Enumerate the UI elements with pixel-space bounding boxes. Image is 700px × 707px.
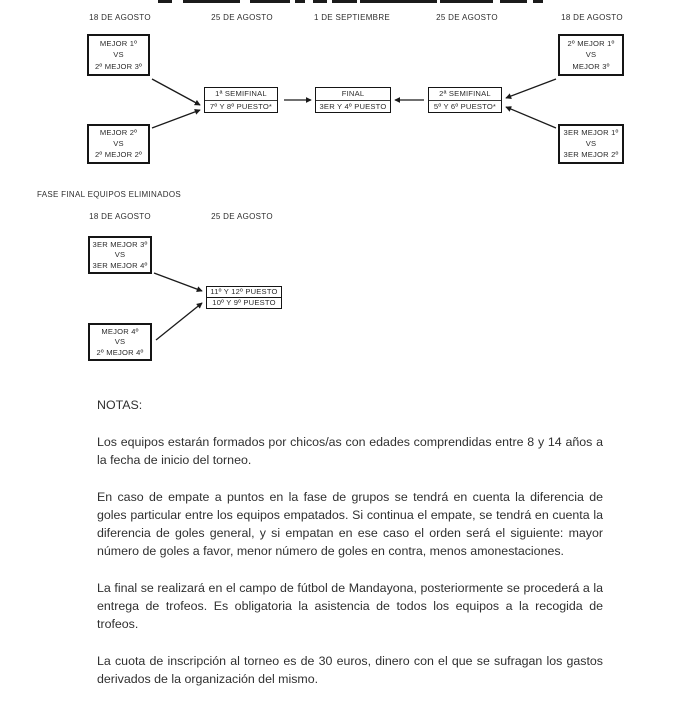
team-name: 2º MEJOR 1º <box>567 38 615 48</box>
vs-label: VS <box>585 50 597 60</box>
placement-box-11-12: 11º Y 12º PUESTO <box>206 286 282 298</box>
note-paragraph-tiebreak: En caso de empate a puntos en la fase de grupos se tendrá en cuenta la diferencia de goles particular entre los equipos empatados. Si continua el empate, se tendrá en cuenta la diferencia de goles general, y si empatan en ese caso el orden será el siguiente: mayor número de goles a favor, menor número de goles en contra, menos amonestaciones. <box>97 490 603 558</box>
match-box-right-top <box>558 34 624 76</box>
note-paragraph-final-venue: La final se realizará en el campo de fútbol de Mandayona, posteriormente se procederá a la entrega de trofeos. Es obligatoria la asistencia de todos los equipos a la recogida de trofeos. <box>97 581 603 631</box>
match-box-eliminated-top <box>88 236 152 274</box>
team-name: 3ER MEJOR 2º <box>563 150 619 160</box>
team-name: MEJOR 1º <box>99 38 138 48</box>
team-name: MEJOR 3º <box>572 61 610 71</box>
date-label: 18 DE AGOSTO <box>561 13 623 22</box>
date-label: 25 DE AGOSTO <box>436 13 498 22</box>
match-box-eliminated-bottom <box>88 323 152 361</box>
date-label: 18 DE AGOSTO <box>89 13 151 22</box>
note-paragraph-ages: Los equipos estarán formados por chicos/as con edades comprendidas entre 8 y 14 años a la fecha de inicio del torneo. <box>97 435 603 467</box>
placement-box-10-9: 10º Y 9º PUESTO <box>206 297 282 309</box>
date-label: 25 DE AGOSTO <box>211 13 273 22</box>
date-label: 1 DE SEPTIEMBRE <box>313 13 391 22</box>
team-name: 2º MEJOR 3º <box>95 61 142 71</box>
team-name: MEJOR 2º <box>99 128 138 138</box>
match-title: 1ª SEMIFINAL <box>205 88 277 101</box>
vs-label: VS <box>114 250 126 260</box>
team-name: 2º MEJOR 4º <box>96 347 144 357</box>
match-box-left-top <box>87 34 150 76</box>
team-name: 2º MEJOR 2º <box>95 150 142 160</box>
match-subtitle: 5º Y 6º PUESTO* <box>433 101 497 111</box>
semifinal1-box <box>204 87 278 113</box>
vs-label: VS <box>114 337 126 347</box>
match-title: FINAL <box>316 88 390 101</box>
team-name: MEJOR 4º <box>101 326 139 336</box>
eliminated-section-heading: FASE FINAL EQUIPOS ELIMINADOS <box>37 190 181 199</box>
semifinal2-box <box>428 87 502 113</box>
team-name: 3ER MEJOR 4º <box>92 260 148 270</box>
date-label: 18 DE AGOSTO <box>89 212 151 221</box>
final-box <box>315 87 391 113</box>
match-box-right-bottom <box>558 124 624 164</box>
team-name: 3ER MEJOR 3º <box>92 239 148 249</box>
notes-heading: NOTAS: <box>97 398 143 412</box>
date-label: 25 DE AGOSTO <box>211 212 273 221</box>
match-subtitle: 3ER Y 4º PUESTO <box>319 101 387 111</box>
vs-label: VS <box>113 139 124 149</box>
notes-section <box>97 396 603 707</box>
vs-label: VS <box>585 139 597 149</box>
match-box-left-bottom <box>87 124 150 164</box>
match-subtitle: 7º Y 8º PUESTO* <box>209 101 273 111</box>
match-title: 2ª SEMIFINAL <box>429 88 501 101</box>
team-name: 3ER MEJOR 1º <box>563 128 619 138</box>
vs-label: VS <box>113 50 124 60</box>
note-paragraph-fee: La cuota de inscripción al torneo es de 30 euros, dinero con el que se sufragan los gastos derivados de la organización del mismo. <box>97 654 603 686</box>
